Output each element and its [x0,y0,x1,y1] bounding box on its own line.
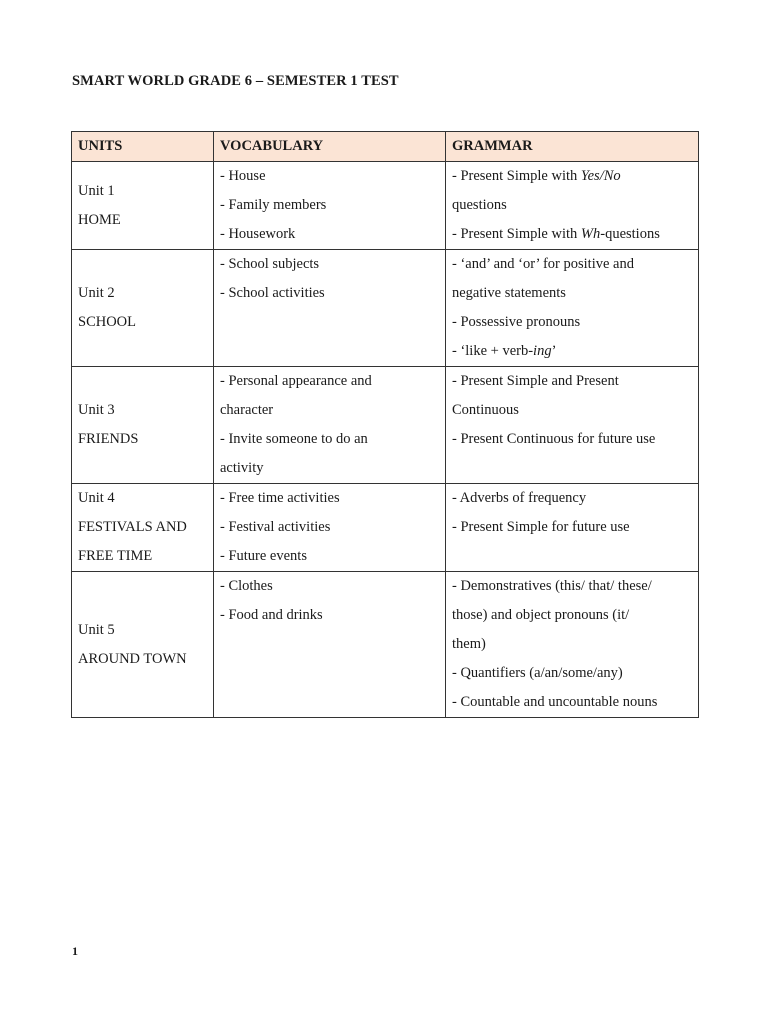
vocabulary-item: - Personal appearance and [220,373,372,389]
grammar-line: - Present Simple for future use [452,519,630,535]
vocabulary-item: - Invite someone to do an [220,431,368,447]
unit-name: HOME [78,211,121,228]
unit-cell [72,572,214,718]
unit-cell [72,484,214,572]
vocabulary-item: - Housework [220,226,296,242]
table-row [72,484,699,572]
vocabulary-item: activity [220,460,264,476]
unit-cell [72,162,214,250]
unit-number: Unit 1 [78,182,115,199]
grammar-line: - ‘like + verb-ing’ [452,343,557,359]
grammar-line: - Countable and uncountable nouns [452,694,658,710]
unit-name: FESTIVALS AND [78,519,187,535]
grammar-cell [446,572,699,718]
unit-number: Unit 5 [78,621,115,638]
unit-cell [72,367,214,484]
table-row [72,250,699,367]
vocabulary-item: - Future events [220,548,307,564]
vocabulary-item: - Food and drinks [220,607,323,623]
table-row [72,572,699,718]
table-row [72,162,699,250]
grammar-line: negative statements [452,285,566,301]
grammar-cell [446,484,699,572]
header-units: UNITS [72,132,214,162]
grammar-line: - Present Simple with Yes/No [452,168,621,184]
grammar-line: - Present Simple with Wh-questions [452,226,660,242]
unit-cell [72,250,214,367]
grammar-cell [446,367,699,484]
vocabulary-cell [214,367,446,484]
unit-number: Unit 3 [78,402,115,418]
grammar-line: - Quantifiers (a/an/some/any) [452,665,623,681]
grammar-line: - Present Simple and Present [452,373,619,389]
unit-name: SCHOOL [78,314,137,330]
grammar-line: questions [452,197,507,213]
vocabulary-cell [214,572,446,718]
unit-number: Unit 2 [78,285,115,301]
grammar-line: - Possessive pronouns [452,314,581,330]
table-row [72,367,699,484]
vocabulary-item: - Free time activities [220,490,340,506]
vocabulary-item: - School subjects [220,256,320,272]
vocabulary-item: - House [220,168,266,184]
grammar-line: those) and object pronouns (it/ [452,607,630,623]
header-vocabulary: VOCABULARY [214,132,446,162]
vocabulary-item: - Family members [220,197,327,213]
grammar-line: them) [452,636,486,652]
vocabulary-cell [214,162,446,250]
document-title: SMART WORLD GRADE 6 – SEMESTER 1 TEST [72,73,399,89]
vocabulary-item: character [220,402,274,418]
vocabulary-item: - Festival activities [220,519,331,535]
grammar-line: - Present Continuous for future use [452,431,656,447]
unit-number: Unit 4 [78,490,115,506]
grammar-line: - Adverbs of frequency [452,490,587,506]
vocabulary-cell [214,484,446,572]
unit-name: FREE TIME [78,548,153,564]
unit-name: AROUND TOWN [78,650,187,667]
grammar-cell [446,250,699,367]
grammar-line: - ‘and’ and ‘or’ for positive and [452,256,634,272]
page-number: 1 [72,944,78,958]
grammar-cell [446,162,699,250]
vocabulary-item: - School activities [220,285,325,301]
vocabulary-item: - Clothes [220,578,273,594]
unit-name: FRIENDS [78,431,139,447]
vocabulary-cell [214,250,446,367]
header-grammar: GRAMMAR [446,132,699,162]
grammar-line: Continuous [452,402,519,418]
syllabus-table [71,131,699,718]
table-header-row [72,132,699,162]
grammar-line: - Demonstratives (this/ that/ these/ [452,578,652,594]
